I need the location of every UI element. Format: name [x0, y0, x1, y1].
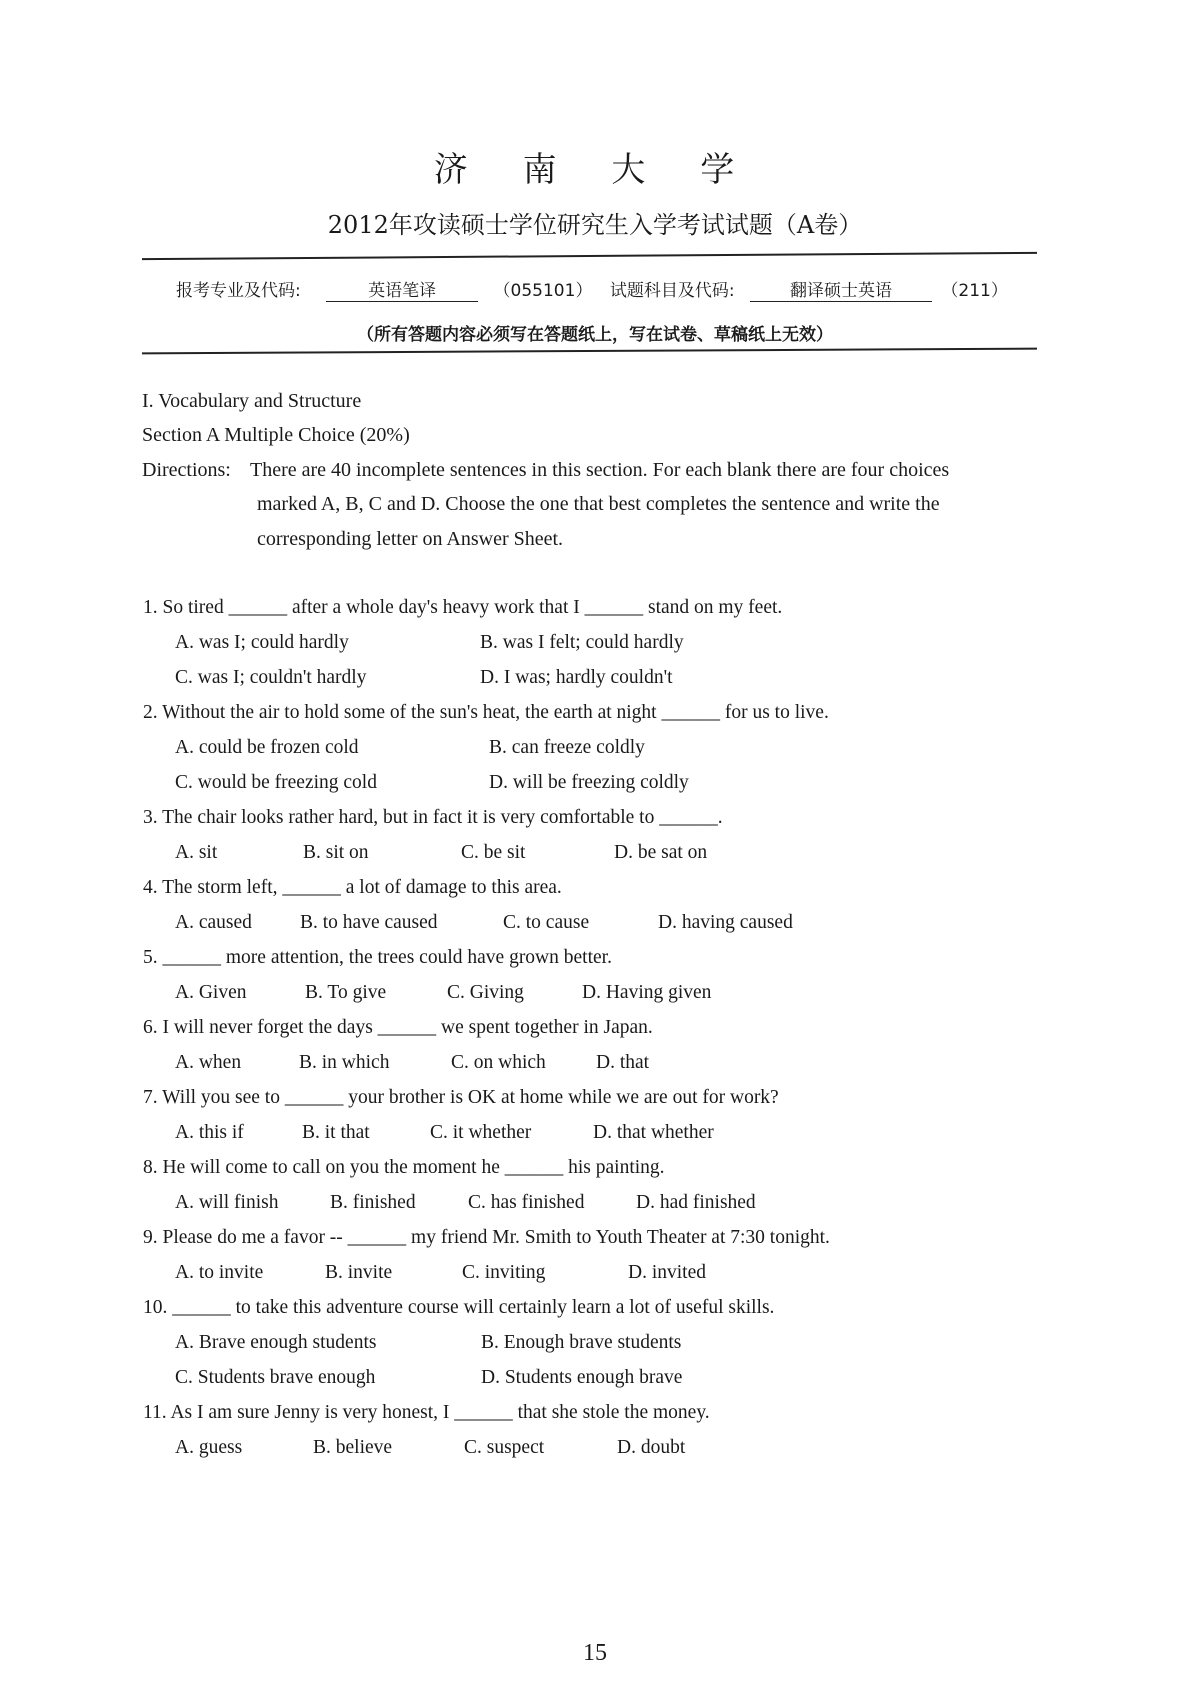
- exam-title: 2012年攻读硕士学位研究生入学考试试题（A卷）: [327, 211, 863, 239]
- major-value: 英语笔译: [326, 276, 478, 302]
- question-stem: 10. ______ to take this adventure course will certainly learn a lot of useful skills.: [143, 1297, 775, 1318]
- question-stem: 8. He will come to call on you the moment he ______ his painting.: [143, 1157, 665, 1178]
- option: A. when: [175, 1052, 242, 1073]
- option: B. in which: [299, 1052, 390, 1073]
- option: B. it that: [302, 1122, 370, 1143]
- option: C. inviting: [462, 1262, 546, 1283]
- question-stem: 4. The storm left, ______ a lot of damage to this area.: [143, 877, 562, 898]
- directions-line: marked A, B, C and D. Choose the one that best completes the sentence and write the: [257, 493, 940, 515]
- question-stem: 7. Will you see to ______ your brother is OK at home while we are out for work?: [143, 1087, 779, 1108]
- answer-sheet-note: （所有答题内容必须写在答题纸上，写在试卷、草稿纸上无效）: [357, 325, 833, 345]
- option: A. will finish: [175, 1192, 279, 1213]
- option: B. Enough brave students: [481, 1332, 682, 1353]
- option: D. invited: [628, 1262, 706, 1283]
- option: C. on which: [451, 1052, 546, 1073]
- option: B. can freeze coldly: [489, 737, 645, 758]
- option: A. was I; could hardly: [175, 632, 349, 653]
- question-stem: 5. ______ more attention, the trees could have grown better.: [143, 947, 612, 968]
- option: C. has finished: [468, 1192, 585, 1213]
- option: B. To give: [305, 982, 387, 1003]
- option: D. that: [596, 1052, 650, 1073]
- question-stem: 3. The chair looks rather hard, but in fact it is very comfortable to ______.: [143, 807, 723, 828]
- header-divider-bottom: [142, 348, 1037, 355]
- option: D. that whether: [593, 1122, 714, 1143]
- option: B. was I felt; could hardly: [480, 632, 684, 653]
- option: C. was I; couldn't hardly: [175, 667, 367, 688]
- option: A. to invite: [175, 1262, 264, 1283]
- major-label: 报考专业及代码:: [176, 281, 301, 301]
- option: C. suspect: [464, 1437, 545, 1458]
- question-stem: 1. So tired ______ after a whole day's heavy work that I ______ stand on my feet.: [143, 597, 783, 618]
- option: A. this if: [175, 1122, 244, 1143]
- option: C. be sit: [461, 842, 526, 863]
- option: A. caused: [175, 912, 252, 933]
- exam-info-row: [176, 276, 1008, 302]
- directions-line: There are 40 incomplete sentences in this section. For each blank there are four choices: [250, 459, 950, 481]
- page-number: 15: [583, 1640, 607, 1666]
- option: D. having caused: [658, 912, 793, 933]
- option: D. I was; hardly couldn't: [480, 667, 673, 688]
- option: C. to cause: [503, 912, 590, 933]
- option: D. will be freezing coldly: [489, 772, 689, 793]
- option: A. Brave enough students: [175, 1332, 377, 1353]
- subject-value: 翻译硕士英语: [750, 276, 932, 302]
- subject-label: 试题科目及代码:: [609, 281, 735, 301]
- major-code: （055101）: [493, 281, 593, 301]
- option: C. Giving: [447, 982, 524, 1003]
- option: B. finished: [330, 1192, 416, 1213]
- option: B. believe: [313, 1437, 393, 1458]
- directions-label: Directions:: [142, 459, 231, 481]
- subject-code: （211）: [941, 281, 1008, 301]
- question-stem: 6. I will never forget the days ______ we spent together in Japan.: [143, 1017, 653, 1038]
- option: C. it whether: [430, 1122, 532, 1143]
- question-stem: 2. Without the air to hold some of the sun's heat, the earth at night ______ for us to live.: [143, 702, 829, 723]
- option: C. Students brave enough: [175, 1367, 376, 1388]
- option: D. be sat on: [614, 842, 708, 863]
- directions-line: corresponding letter on Answer Sheet.: [257, 528, 564, 550]
- option: A. could be frozen cold: [175, 737, 359, 758]
- option: B. to have caused: [300, 912, 438, 933]
- option: A. guess: [175, 1437, 243, 1458]
- question-stem: 9. Please do me a favor -- ______ my friend Mr. Smith to Youth Theater at 7:30 tonight.: [143, 1227, 830, 1248]
- option: A. sit: [175, 842, 218, 863]
- option: D. Students enough brave: [481, 1367, 683, 1388]
- option: C. would be freezing cold: [175, 772, 377, 793]
- header-divider-top: [142, 252, 1037, 260]
- question-stem: 11. As I am sure Jenny is very honest, I ______ that she stole the money.: [143, 1402, 710, 1423]
- option: D. had finished: [636, 1192, 756, 1213]
- part-title: I. Vocabulary and Structure: [142, 390, 362, 412]
- option: B. sit on: [303, 842, 369, 863]
- section-title: Section A Multiple Choice (20%): [142, 424, 410, 446]
- option: D. doubt: [617, 1437, 686, 1458]
- university-name: 济 南 大 学: [433, 150, 757, 190]
- option: D. Having given: [582, 982, 712, 1003]
- option: B. invite: [325, 1262, 393, 1283]
- option: A. Given: [175, 982, 247, 1003]
